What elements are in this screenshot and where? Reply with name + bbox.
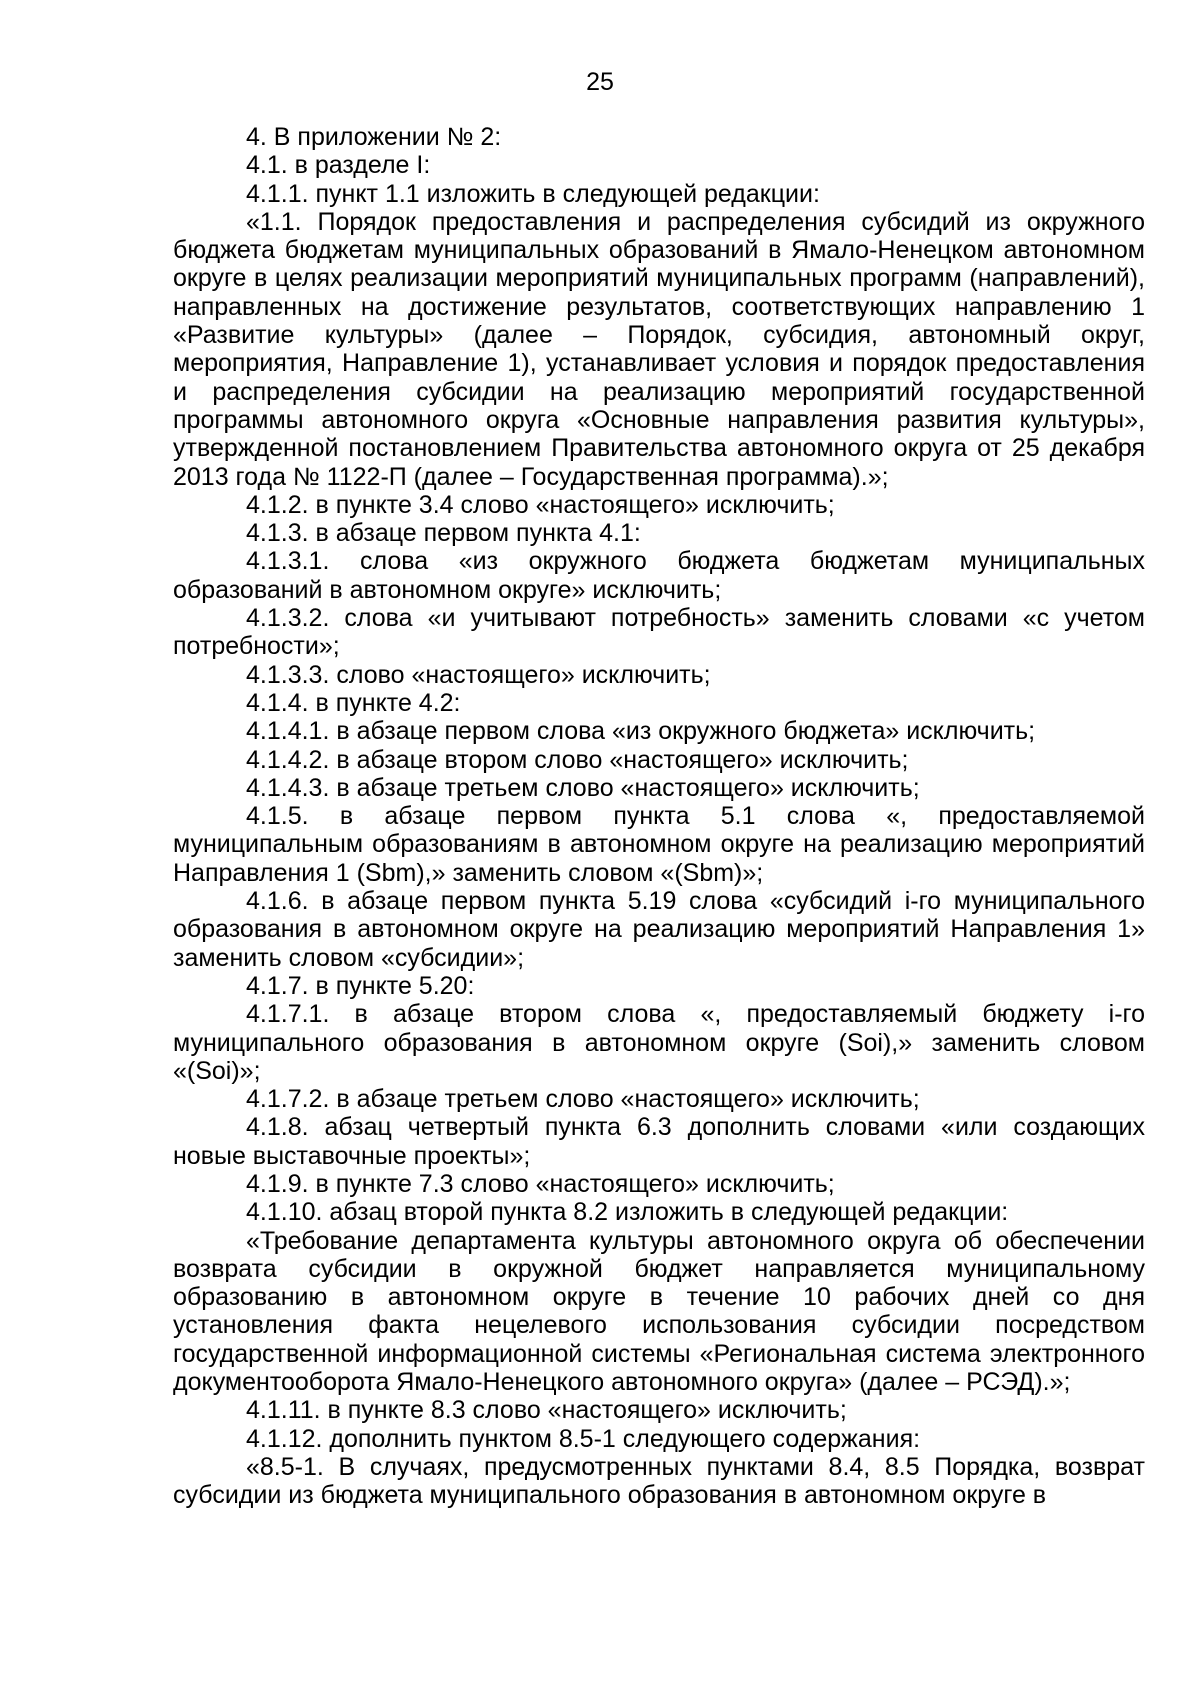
paragraph: 4.1.3.3. слово «настоящего» исключить; bbox=[246, 660, 711, 689]
paragraph: 4.1. в разделе I: bbox=[246, 151, 431, 180]
paragraph: 4.1.7.1. в абзаце втором слова «, предоставляемый бюджету i-го муниципального образования в автономном округе (Soi),» заменить словом «(Soi)»; bbox=[173, 1000, 1145, 1085]
paragraph: 4.1.6. в абзаце первом пункта 5.19 слова «субсидий i-го муниципального образования в автономном округе на реализацию мероприятий Направления 1» заменить словом «субсидии»; bbox=[173, 887, 1145, 972]
paragraph: 4.1.10. абзац второй пункта 8.2 изложить в следующей редакции: bbox=[246, 1198, 1009, 1227]
document-body bbox=[173, 123, 1145, 1510]
paragraph: 4.1.3.2. слова «и учитывают потребность» заменить словами «с учетом потребности»; bbox=[173, 604, 1145, 661]
paragraph: 4.1.9. в пункте 7.3 слово «настоящего» исключить; bbox=[246, 1169, 835, 1198]
paragraph: «8.5-1. В случаях, предусмотренных пунктами 8.4, 8.5 Порядка, возврат субсидии из бюджета муниципального образования в автономном округе в bbox=[173, 1452, 1145, 1510]
paragraph: 4.1.3. в абзаце первом пункта 4.1: bbox=[246, 519, 641, 548]
paragraph: 4.1.1. пункт 1.1 изложить в следующей редакции: bbox=[246, 179, 820, 208]
paragraph: 4.1.7. в пункте 5.20: bbox=[246, 971, 475, 1000]
paragraph: 4.1.4. в пункте 4.2: bbox=[246, 688, 461, 717]
paragraph: 4.1.3.1. слова «из окружного бюджета бюджетам муниципальных образований в автономном округе» исключить; bbox=[173, 547, 1145, 604]
paragraph: 4.1.2. в пункте 3.4 слово «настоящего» исключить; bbox=[246, 490, 835, 519]
page-number: 25 bbox=[586, 68, 614, 96]
paragraph: 4.1.12. дополнить пунктом 8.5-1 следующего содержания: bbox=[246, 1424, 921, 1453]
paragraph: 4.1.7.2. в абзаце третьем слово «настоящего» исключить; bbox=[246, 1085, 920, 1114]
paragraph: 4.1.11. в пункте 8.3 слово «настоящего» исключить; bbox=[246, 1396, 847, 1425]
paragraph: 4.1.4.1. в абзаце первом слова «из окружного бюджета» исключить; bbox=[246, 717, 1036, 746]
paragraph: «1.1. Порядок предоставления и распределения субсидий из окружного бюджета бюджетам муниципальных образований в Ямало-Ненецком автономном округе в целях реализации мероприятий муниципальных программ (направлений), направленных на достижение результатов, соответствующих направлению 1 «Развитие культуры» (далее – Порядок, субсидия, автономный округ, мероприятия, Направление 1), устанавливает условия и порядок предоставления и распределения субсидии на реализацию мероприятий государственной программы автономного округа «Основные направления развития культуры», утвержденной постановлением Правительства автономного округа от 25 декабря 2013 года № 1122-П (далее – Государственная программа).»; bbox=[173, 207, 1145, 491]
paragraph: 4.1.5. в абзаце первом пункта 5.1 слова «, предоставляемой муниципальным образованиям в автономном округе на реализацию мероприятий Направления 1 (Sbm),» заменить словом «(Sbm)»; bbox=[173, 802, 1145, 887]
paragraph: 4.1.8. абзац четвертый пункта 6.3 дополнить словами «или создающих новые выставочные проекты»; bbox=[173, 1113, 1145, 1170]
paragraph: 4.1.4.3. в абзаце третьем слово «настоящего» исключить; bbox=[246, 773, 920, 802]
paragraph: 4.1.4.2. в абзаце втором слово «настоящего» исключить; bbox=[246, 745, 909, 774]
paragraph: «Требование департамента культуры автономного округа об обеспечении возврата субсидии в окружной бюджет направляется муниципальному образованию в автономном округе в течение 10 рабочих дней со дня установления факта нецелевого использования субсидии посредством государственной информационной системы «Региональная система электронного документооборота Ямало-Ненецкого автономного округа» (далее – РСЭД).»; bbox=[173, 1226, 1145, 1397]
paragraph: 4. В приложении № 2: bbox=[246, 123, 502, 151]
